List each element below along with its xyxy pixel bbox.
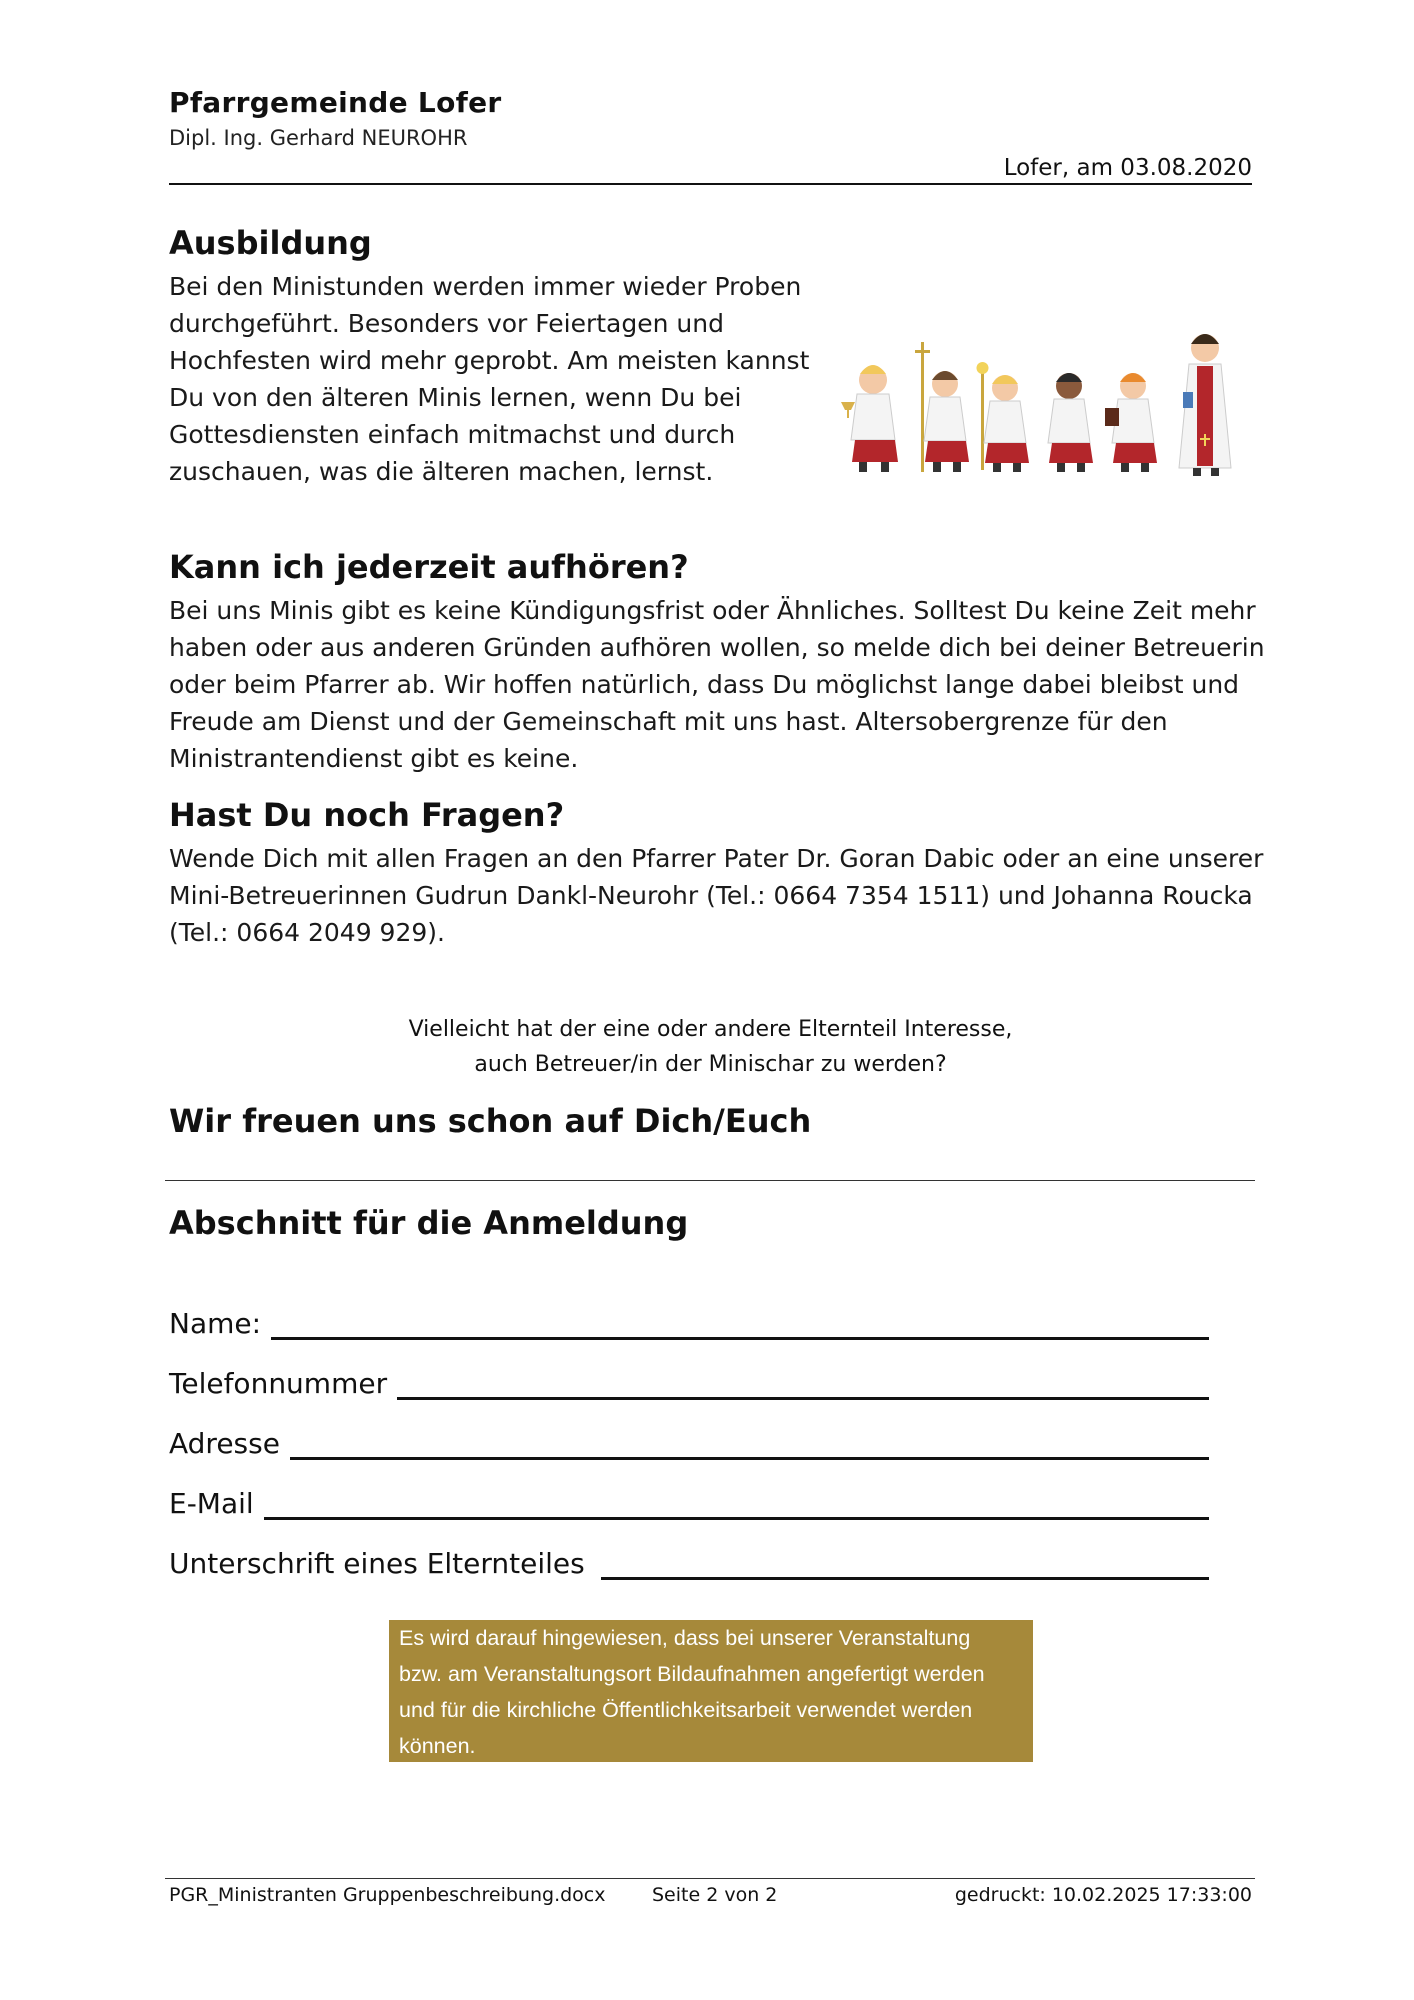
photo-disclaimer-box <box>389 1620 1033 1762</box>
phone-label: Telefonnummer <box>169 1367 388 1400</box>
priest-figure <box>1179 334 1231 476</box>
body-line: Bei den Ministunden werden immer wieder Proben <box>169 272 802 301</box>
header-divider <box>169 183 1252 185</box>
body-line: durchgeführt. Besonders vor Feiertagen und <box>169 309 724 338</box>
body-line: Freude am Dienst und der Gemeinschaft mit uns hast. Altersobergrenze für den <box>169 707 1168 736</box>
disclaimer-line: können. <box>399 1734 476 1758</box>
disclaimer-line: und für die kirchliche Öffentlichkeitsarbeit verwendet werden <box>399 1698 973 1722</box>
disclaimer-line: bzw. am Veranstaltungsort Bildaufnahmen angefertigt werden <box>399 1662 985 1686</box>
section-heading-ausbildung: Ausbildung <box>169 224 372 262</box>
section-body-ausbildung <box>169 268 809 490</box>
body-line: Hochfesten wird mehr geprobt. Am meisten kannst <box>169 346 810 375</box>
address-label: Adresse <box>169 1427 280 1460</box>
email-label: E-Mail <box>169 1487 254 1520</box>
body-line: zuschauen, was die älteren machen, lernst. <box>169 457 714 486</box>
note-line: auch Betreuer/in der Minischar zu werden? <box>474 1052 947 1077</box>
email-field[interactable] <box>169 1480 1209 1520</box>
note-line: Vielleicht hat der eine oder andere Elternteil Interesse, <box>408 1017 1013 1042</box>
body-line: (Tel.: 0664 2049 929). <box>169 918 445 947</box>
author-name: Dipl. Ing. Gerhard NEUROHR <box>169 126 468 150</box>
body-line: Gottesdiensten einfach mitmachst und durch <box>169 420 736 449</box>
registration-heading: Abschnitt für die Anmeldung <box>169 1204 689 1242</box>
altar-servers-procession-illustration <box>833 322 1253 482</box>
footer-page-number: Seite 2 von 2 <box>652 1884 778 1906</box>
email-input-line[interactable] <box>264 1517 1209 1520</box>
name-label: Name: <box>169 1307 262 1340</box>
address-field[interactable] <box>169 1420 1209 1460</box>
altar-server-figure <box>1105 373 1157 472</box>
name-field[interactable] <box>169 1300 1209 1340</box>
address-input-line[interactable] <box>290 1457 1209 1460</box>
disclaimer-line: Es wird darauf hingewiesen, dass bei unserer Veranstaltung <box>399 1626 971 1650</box>
section-heading-aufhoeren: Kann ich jederzeit aufhören? <box>169 548 689 586</box>
signature-field[interactable] <box>169 1540 1209 1580</box>
section-body-aufhoeren <box>169 592 1265 777</box>
body-line: Wende Dich mit allen Fragen an den Pfarrer Pater Dr. Goran Dabic oder an eine unserer <box>169 844 1264 873</box>
organization-name: Pfarrgemeinde Lofer <box>169 86 502 119</box>
name-input-line[interactable] <box>271 1337 1209 1340</box>
cut-line-divider <box>165 1180 1255 1181</box>
closing-line: Wir freuen uns schon auf Dich/Euch <box>169 1102 812 1140</box>
altar-server-figure <box>1048 373 1093 472</box>
place-date: Lofer, am 03.08.2020 <box>1003 155 1252 181</box>
altar-server-figure <box>984 375 1029 472</box>
body-line: haben oder aus anderen Gründen aufhören wollen, so melde dich bei deiner Betreuerin <box>169 633 1265 662</box>
phone-field[interactable] <box>169 1360 1209 1400</box>
footer-divider <box>165 1878 1255 1879</box>
body-line: oder beim Pfarrer ab. Wir hoffen natürlich, dass Du möglichst lange dabei bleibst und <box>169 670 1240 699</box>
altar-server-figure <box>924 371 969 472</box>
footer-filename: PGR_Ministranten Gruppenbeschreibung.docx <box>169 1884 606 1906</box>
body-line: Bei uns Minis gibt es keine Kündigungsfrist oder Ähnliches. Solltest Du keine Zeit mehr <box>169 596 1256 625</box>
body-line: Ministrantendienst gibt es keine. <box>169 744 579 773</box>
body-line: Du von den älteren Minis lernen, wenn Du bei <box>169 383 742 412</box>
section-heading-fragen: Hast Du noch Fragen? <box>169 796 565 834</box>
altar-server-figure <box>841 365 898 472</box>
section-body-fragen <box>169 840 1263 951</box>
phone-input-line[interactable] <box>397 1397 1209 1400</box>
footer-print-date: gedruckt: 10.02.2025 17:33:00 <box>954 1884 1252 1906</box>
signature-label: Unterschrift eines Elternteiles <box>169 1547 585 1580</box>
parent-interest-note <box>169 1012 1252 1082</box>
body-line: Mini-Betreuerinnen Gudrun Dankl-Neurohr (Tel.: 0664 7354 1511) und Johanna Roucka <box>169 881 1253 910</box>
signature-input-line[interactable] <box>601 1577 1209 1580</box>
